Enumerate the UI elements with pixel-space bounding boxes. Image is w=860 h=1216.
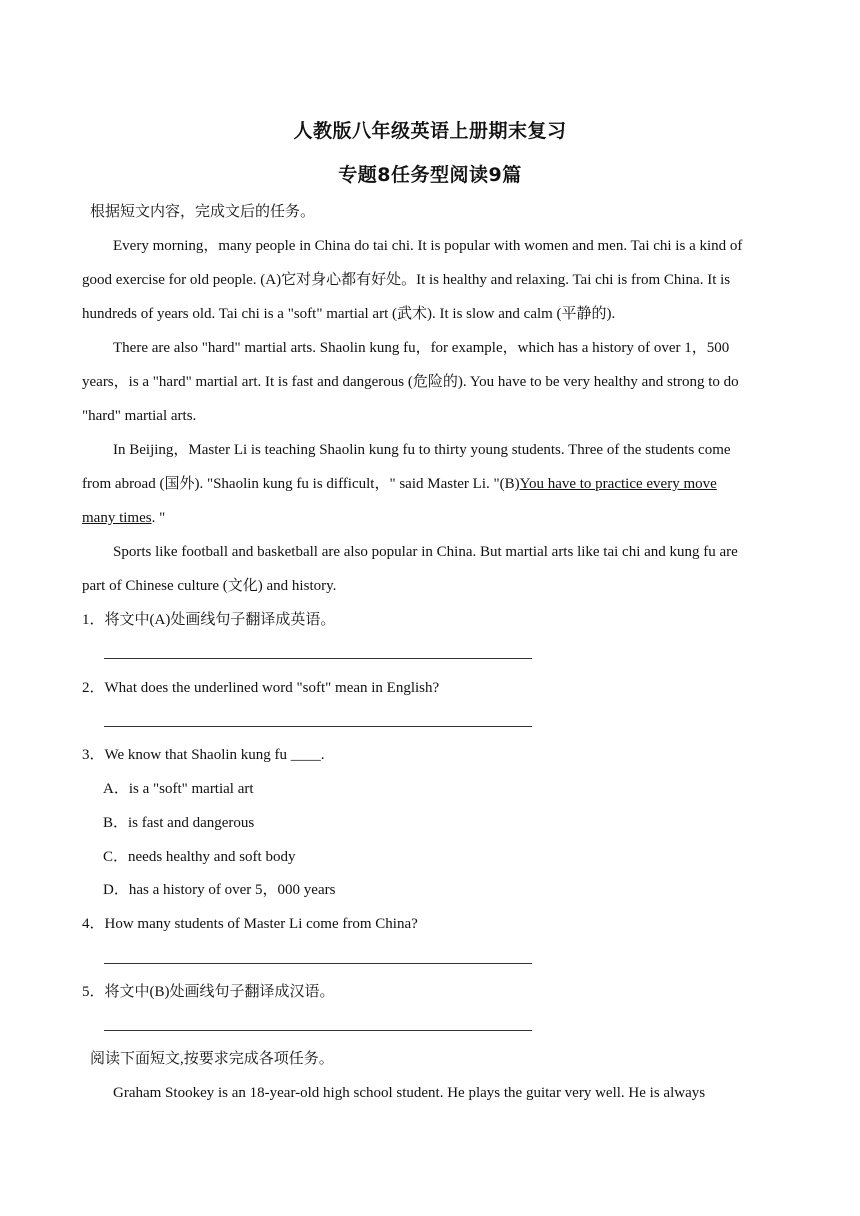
passage-line: hundreds of years old. Tai chi is a "soft" martial art (武术). It is slow and calm (平静的). — [82, 306, 616, 322]
question-1: 1．将文中(A)处画线句子翻译成英语。 — [82, 612, 336, 628]
option-a[interactable]: A．is a "soft" martial art — [103, 781, 254, 797]
question-3: 3．We know that Shaolin kung fu ____. — [82, 747, 325, 763]
question-2: 2．What does the underlined word "soft" mean in English? — [82, 680, 440, 696]
answer-line-4[interactable] — [104, 963, 532, 964]
passage-text: from abroad (国外). "Shaolin kung fu is difficult，" said Master Li. "(B) — [82, 476, 520, 492]
answer-line-5[interactable] — [104, 1030, 532, 1031]
answer-line-1[interactable] — [104, 658, 532, 659]
passage-line: There are also "hard" martial arts. Shaolin kung fu，for example，which has a history of over 1，500 — [113, 340, 730, 356]
passage-line: "hard" martial arts. — [82, 408, 197, 424]
question-4: 4．How many students of Master Li come from China? — [82, 916, 418, 932]
passage2-instruction: 阅读下面短文,按要求完成各项任务。 — [90, 1051, 334, 1067]
underlined-sentence-b: You have to practice every move — [519, 476, 717, 492]
passage-text: . " — [151, 510, 166, 526]
option-b[interactable]: B．is fast and dangerous — [103, 815, 255, 831]
passage1-instruction: 根据短文内容，完成文后的任务。 — [90, 204, 316, 220]
option-d[interactable]: D．has a history of over 5，000 years — [103, 882, 336, 898]
passage-line: good exercise for old people. (A)它对身心都有好处。It is healthy and relaxing. Tai chi is from China. It is — [82, 272, 731, 288]
underlined-sentence-b-cont: many times — [82, 510, 152, 526]
passage-line: part of Chinese culture (文化) and history. — [82, 578, 337, 594]
page-subtitle: 专题8任务型阅读9篇 — [338, 164, 522, 186]
answer-line-2[interactable] — [104, 726, 532, 727]
page-title: 人教版八年级英语上册期末复习 — [293, 120, 567, 142]
passage-line: Graham Stookey is an 18-year-old high school student. He plays the guitar very well. He is always — [113, 1085, 706, 1101]
passage-line: In Beijing，Master Li is teaching Shaolin kung fu to thirty young students. Three of the students come — [113, 442, 731, 458]
passage-line: years，is a "hard" martial art. It is fast and dangerous (危险的). You have to be very healthy and strong to do — [82, 374, 739, 390]
passage-line — [82, 508, 782, 528]
passage-line: Every morning，many people in China do tai chi. It is popular with women and men. Tai chi is a kind of — [113, 238, 743, 254]
question-5: 5．将文中(B)处画线句子翻译成汉语。 — [82, 984, 335, 1000]
option-c[interactable]: C．needs healthy and soft body — [103, 849, 296, 865]
passage-line: Sports like football and basketball are also popular in China. But martial arts like tai chi and kung fu are — [113, 544, 738, 560]
passage-line — [82, 474, 782, 494]
